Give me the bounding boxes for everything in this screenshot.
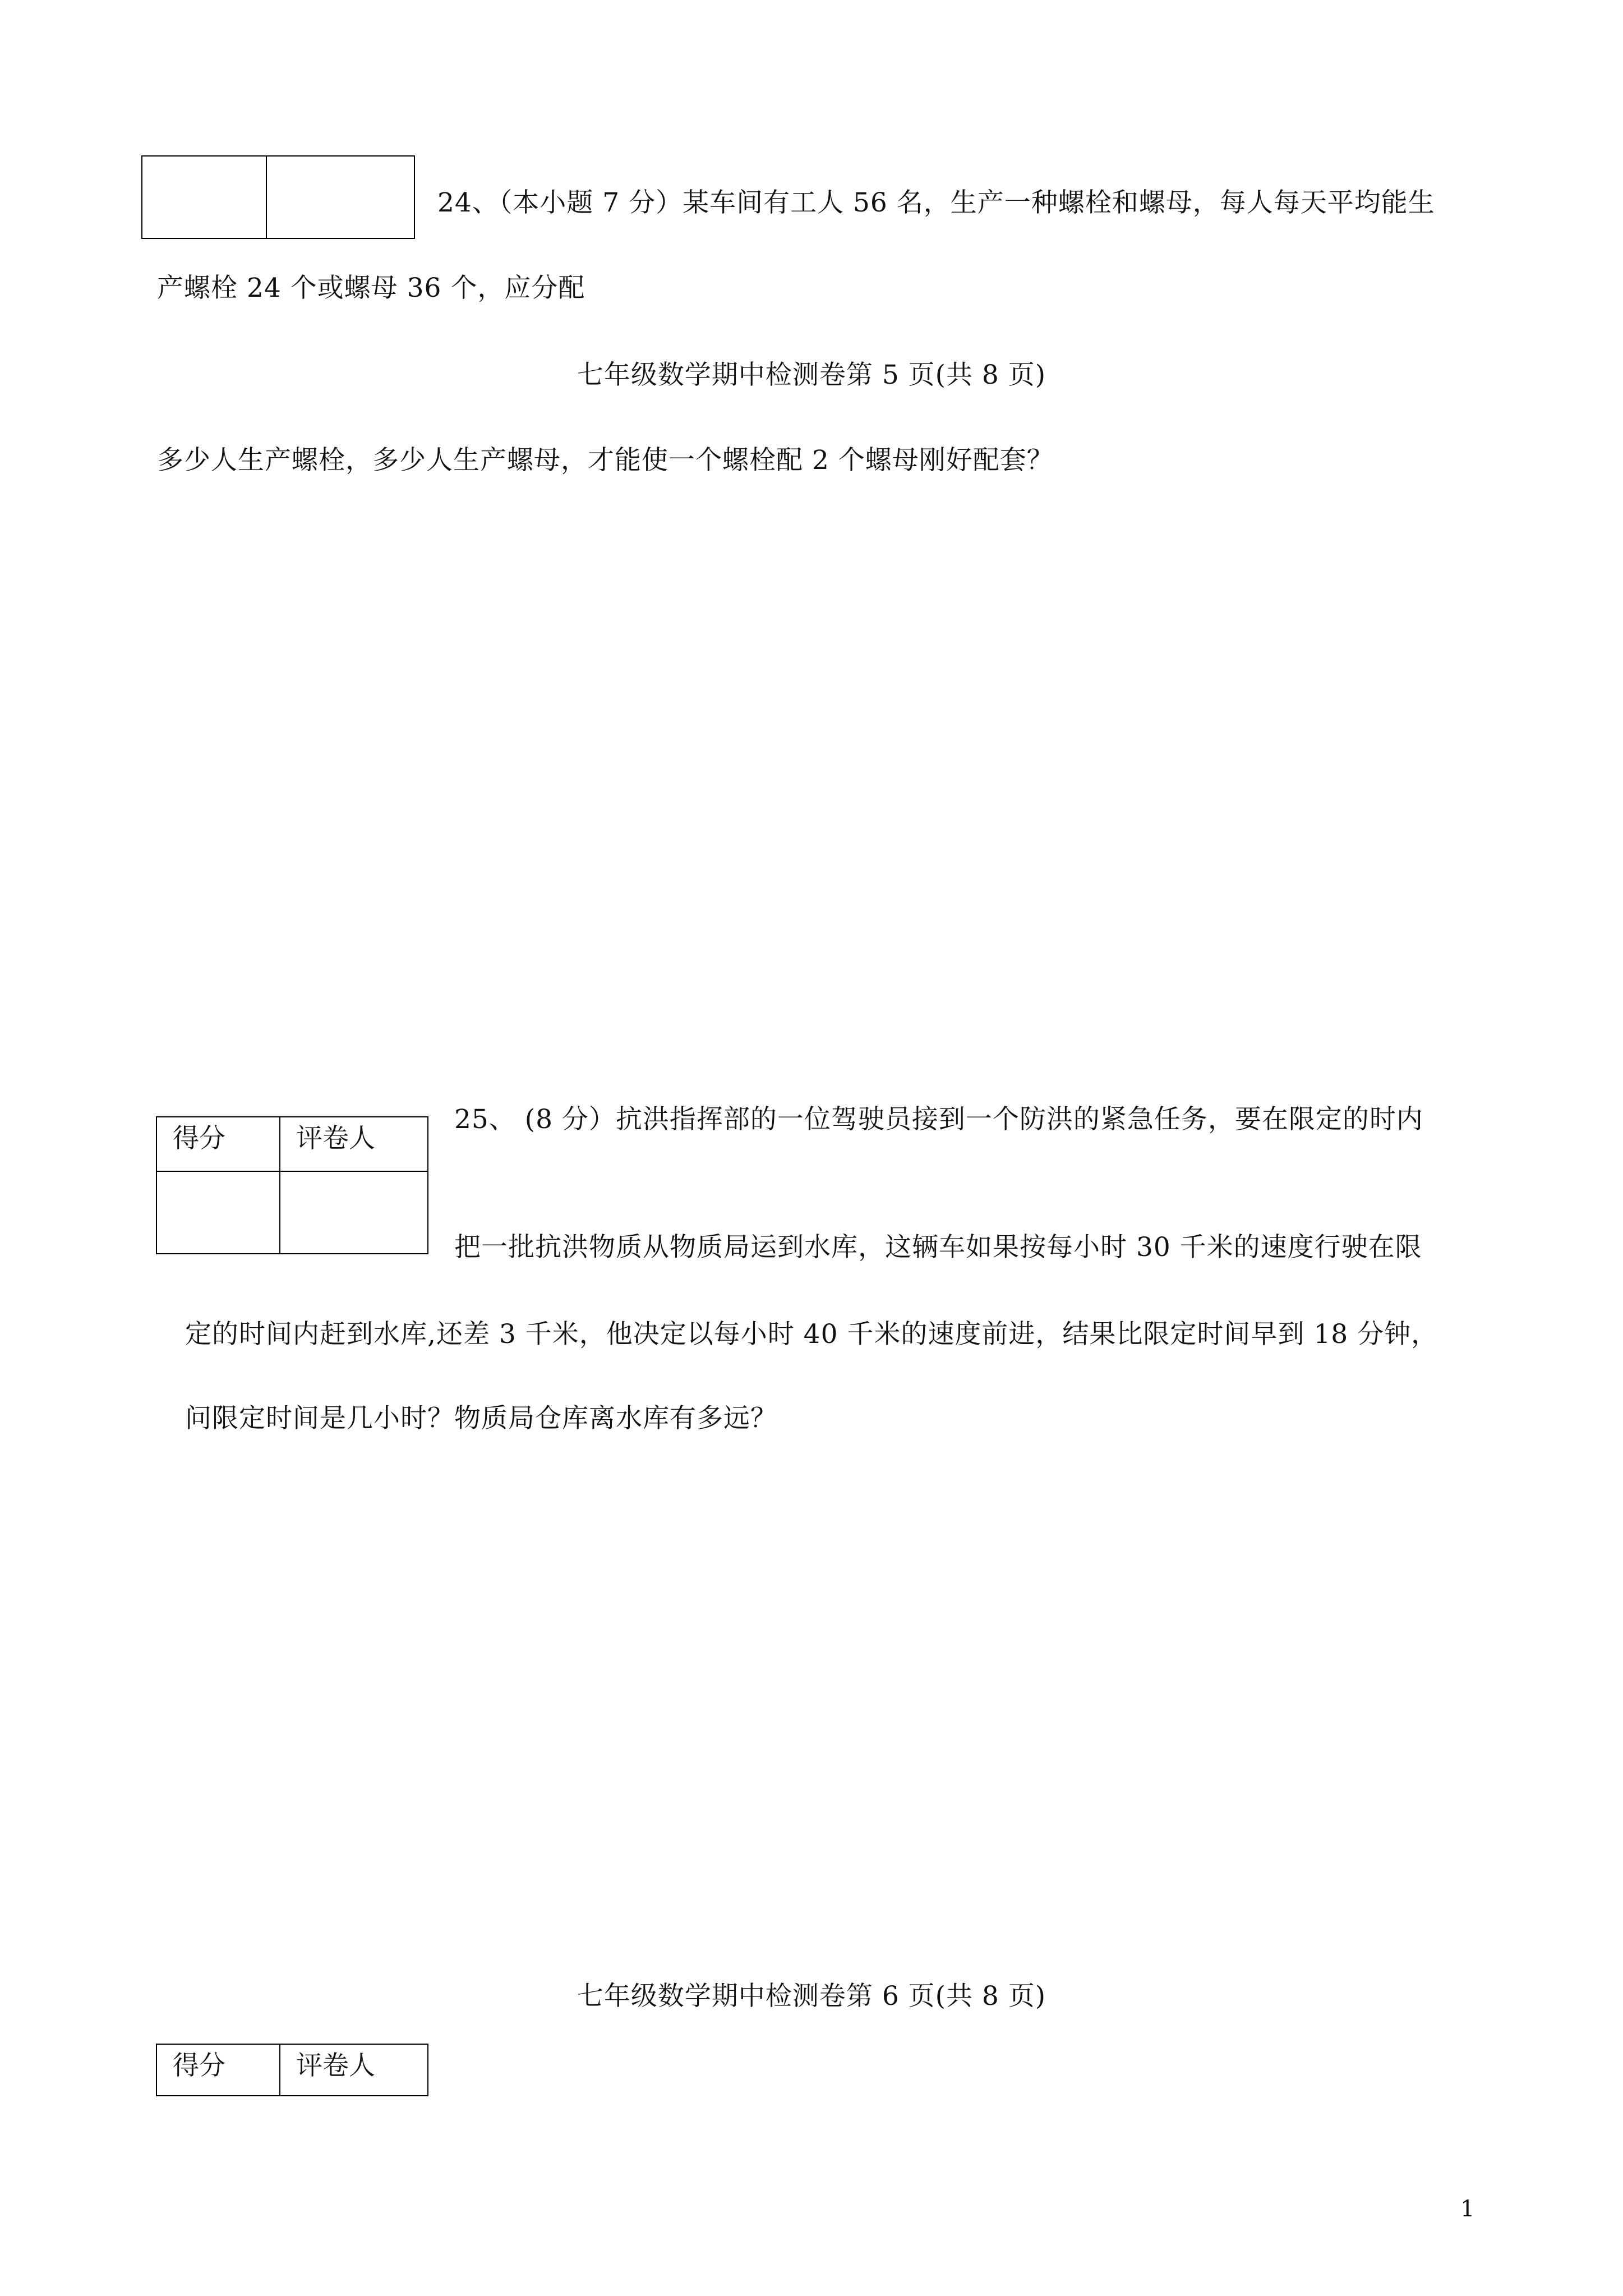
score-cell[interactable] [142, 156, 266, 238]
grader-header: 评卷人 [280, 1117, 428, 1171]
q25-line2: 把一批抗洪物质从物质局运到水库，这辆车如果按每小时 30 千米的速度行驶在限 [454, 1232, 1422, 1263]
score-cell[interactable] [156, 1171, 280, 1254]
page-number: 1 [1460, 2196, 1476, 2222]
q24-line1: 24、（本小题 7 分）某车间有工人 56 名，生产一种螺栓和螺母，每人每天平均能生 [437, 187, 1435, 218]
q24-line2: 产螺栓 24 个或螺母 36 个，应分配 [157, 273, 585, 303]
grader-header: 评卷人 [280, 2044, 428, 2096]
grader-cell[interactable] [280, 1171, 428, 1254]
q25-line3: 定的时间内赶到水库,还差 3 千米，他决定以每小时 40 千米的速度前进，结果比限定时间早到 18 分钟， [185, 1319, 1438, 1350]
score-header: 得分 [156, 2044, 280, 2096]
score-table-q25 [156, 1116, 428, 1254]
score-table-q26 [156, 2044, 428, 2096]
page-footer: 七年级数学期中检测卷第 6 页(共 8 页) [577, 1981, 1046, 2012]
q25-line1: 25、 (8 分）抗洪指挥部的一位驾驶员接到一个防洪的紧急任务，要在限定的时内 [454, 1104, 1423, 1135]
grader-cell[interactable] [266, 156, 414, 238]
page-footer: 七年级数学期中检测卷第 5 页(共 8 页) [577, 360, 1046, 390]
q25-line4: 问限定时间是几小时？物质局仓库离水库有多远？ [185, 1403, 777, 1434]
score-box-q24 [141, 155, 415, 239]
score-header: 得分 [156, 1117, 280, 1171]
q24-line3: 多少人生产螺栓，多少人生产螺母，才能使一个螺栓配 2 个螺母刚好配套？ [157, 445, 1054, 476]
